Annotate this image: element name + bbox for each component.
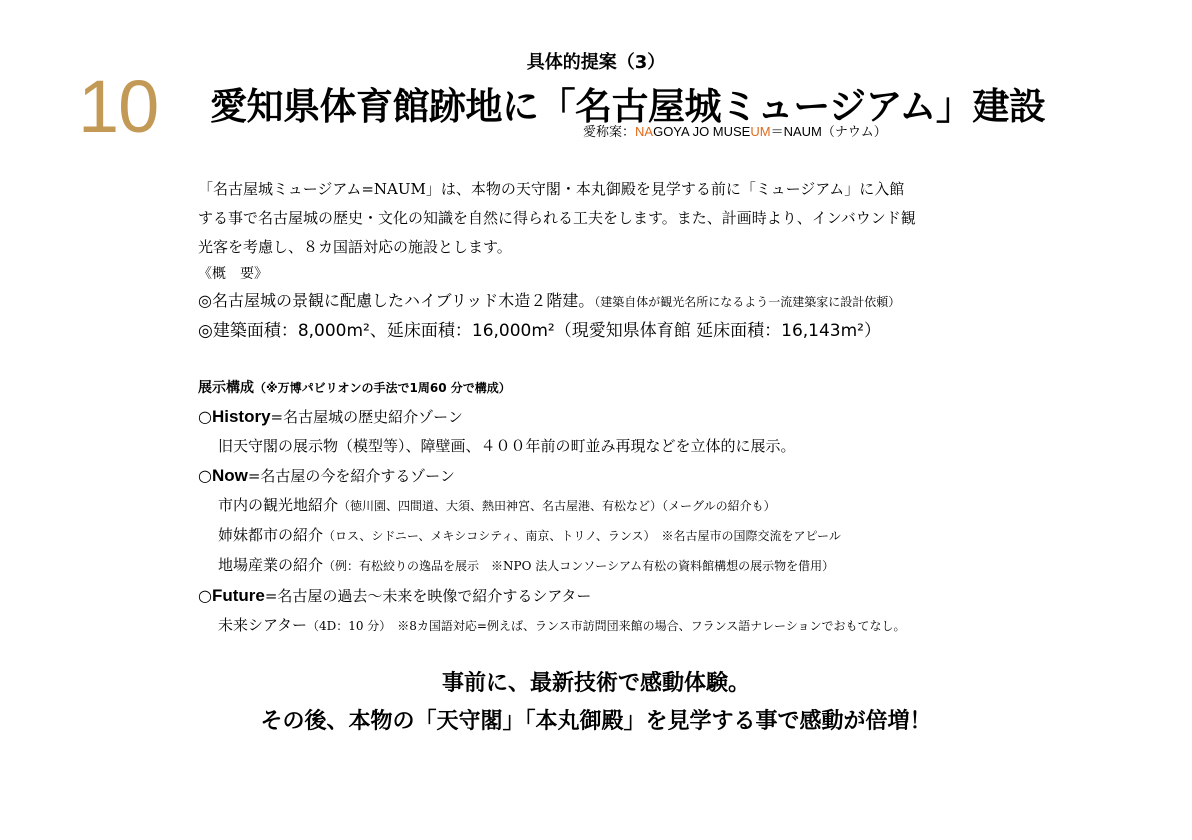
circle-bullet-icon: ○ <box>198 466 212 485</box>
nickname-suffix: ＝NAUM（ナウム） <box>770 124 887 139</box>
page-title: 愛知県体育館跡地に「名古屋城ミュージアム」建設 <box>210 85 1046 128</box>
zone-desc: =名古屋城の歴史紹介ゾーン <box>270 408 463 426</box>
now-item-label: 姉妹都市の紹介 <box>218 526 324 544</box>
page-number: 10 <box>78 65 159 148</box>
body-content <box>198 175 998 641</box>
nickname-accent-na: NA <box>635 124 654 139</box>
closing-line-2: その後、本物の「天守閣」「本丸御殿」を見学する事で感動が倍増！ <box>260 709 932 734</box>
nickname-mid: GOYA JO MUSE <box>653 124 751 139</box>
nickname-prefix: 愛称案： <box>583 124 636 139</box>
overview-bullet-structure <box>198 286 998 317</box>
intro-line: 「名古屋城ミュージアム=NAUM」は、本物の天守閣・本丸御殿を見学する前に「ミュージアム」に入館 <box>198 180 905 198</box>
zone-name: History <box>211 407 271 426</box>
intro-line: する事で名古屋城の歴史・文化の知識を自然に得られる工夫をします。また、計画時より、インバウンド観 <box>198 209 916 227</box>
now-item-note: （ロス、シドニー、メキシコシティ、南京、トリノ、ランス） ※名古屋市の国際交流をアピール <box>323 529 841 543</box>
exhibit-heading-note: （※万博パビリオンの手法で1周60 分で構成） <box>254 381 511 395</box>
closing-line-1: 事前に、最新技術で感動体験。 <box>441 671 750 696</box>
circle-bullet-icon: ○ <box>198 407 212 426</box>
zone-name: Future <box>211 586 265 605</box>
nickname-line <box>583 121 887 140</box>
now-item-note: （徳川園、四間道、大須、熱田神宮、名古屋港、有松など）（メーグルの紹介も） <box>338 499 776 513</box>
now-item <box>198 491 998 521</box>
overview-bullet-note: （建築自体が観光名所になるよう一流建築家に設計依頼） <box>594 295 901 309</box>
nickname-accent-um: UM <box>750 124 771 139</box>
spacer <box>198 346 998 374</box>
zone-history <box>198 402 998 432</box>
zone-future <box>198 581 998 611</box>
intro-paragraph <box>198 175 998 262</box>
future-item-note: （4D：10 分） ※8カ国語対応=例えば、ランス市訪問団来館の場合、フランス語ナレーションでおもてなし。 <box>306 619 906 633</box>
overview-bullet-text: ◎名古屋城の景観に配慮したハイブリッド木造２階建。 <box>198 291 595 310</box>
zone-now <box>198 461 998 491</box>
future-item <box>198 611 998 641</box>
subheading: 具体的提案（3） <box>526 52 666 73</box>
history-detail: 旧天守閣の展示物（模型等）、障壁画、４００年前の町並み再現などを立体的に展示。 <box>218 437 796 455</box>
now-item-label: 市内の観光地紹介 <box>218 496 339 514</box>
overview-label: 《概 要》 <box>198 266 268 282</box>
exhibit-heading-text: 展示構成 <box>198 380 254 396</box>
zone-name: Now <box>211 466 248 485</box>
overview-bullet-area: ◎建築面積：8,000m²、延床面積：16,000m²（現愛知県体育館 延床面積：16,143m²） <box>198 321 881 341</box>
zone-desc: =名古屋の今を紹介するゾーン <box>247 467 455 485</box>
circle-bullet-icon: ○ <box>198 586 212 605</box>
now-item-label: 地場産業の紹介 <box>218 556 324 574</box>
intro-line: 光客を考慮し、８カ国語対応の施設とします。 <box>198 238 512 256</box>
exhibit-heading <box>198 374 998 402</box>
zone-desc: =名古屋の過去～未来を映像で紹介するシアター <box>264 587 592 605</box>
now-item-note: （例：有松絞りの逸品を展示 ※NPO 法人コンソーシアム有松の資料館構想の展示物を借用） <box>323 559 835 573</box>
now-item <box>198 551 998 581</box>
future-item-label: 未来シアター <box>218 616 307 634</box>
now-item <box>198 521 998 551</box>
